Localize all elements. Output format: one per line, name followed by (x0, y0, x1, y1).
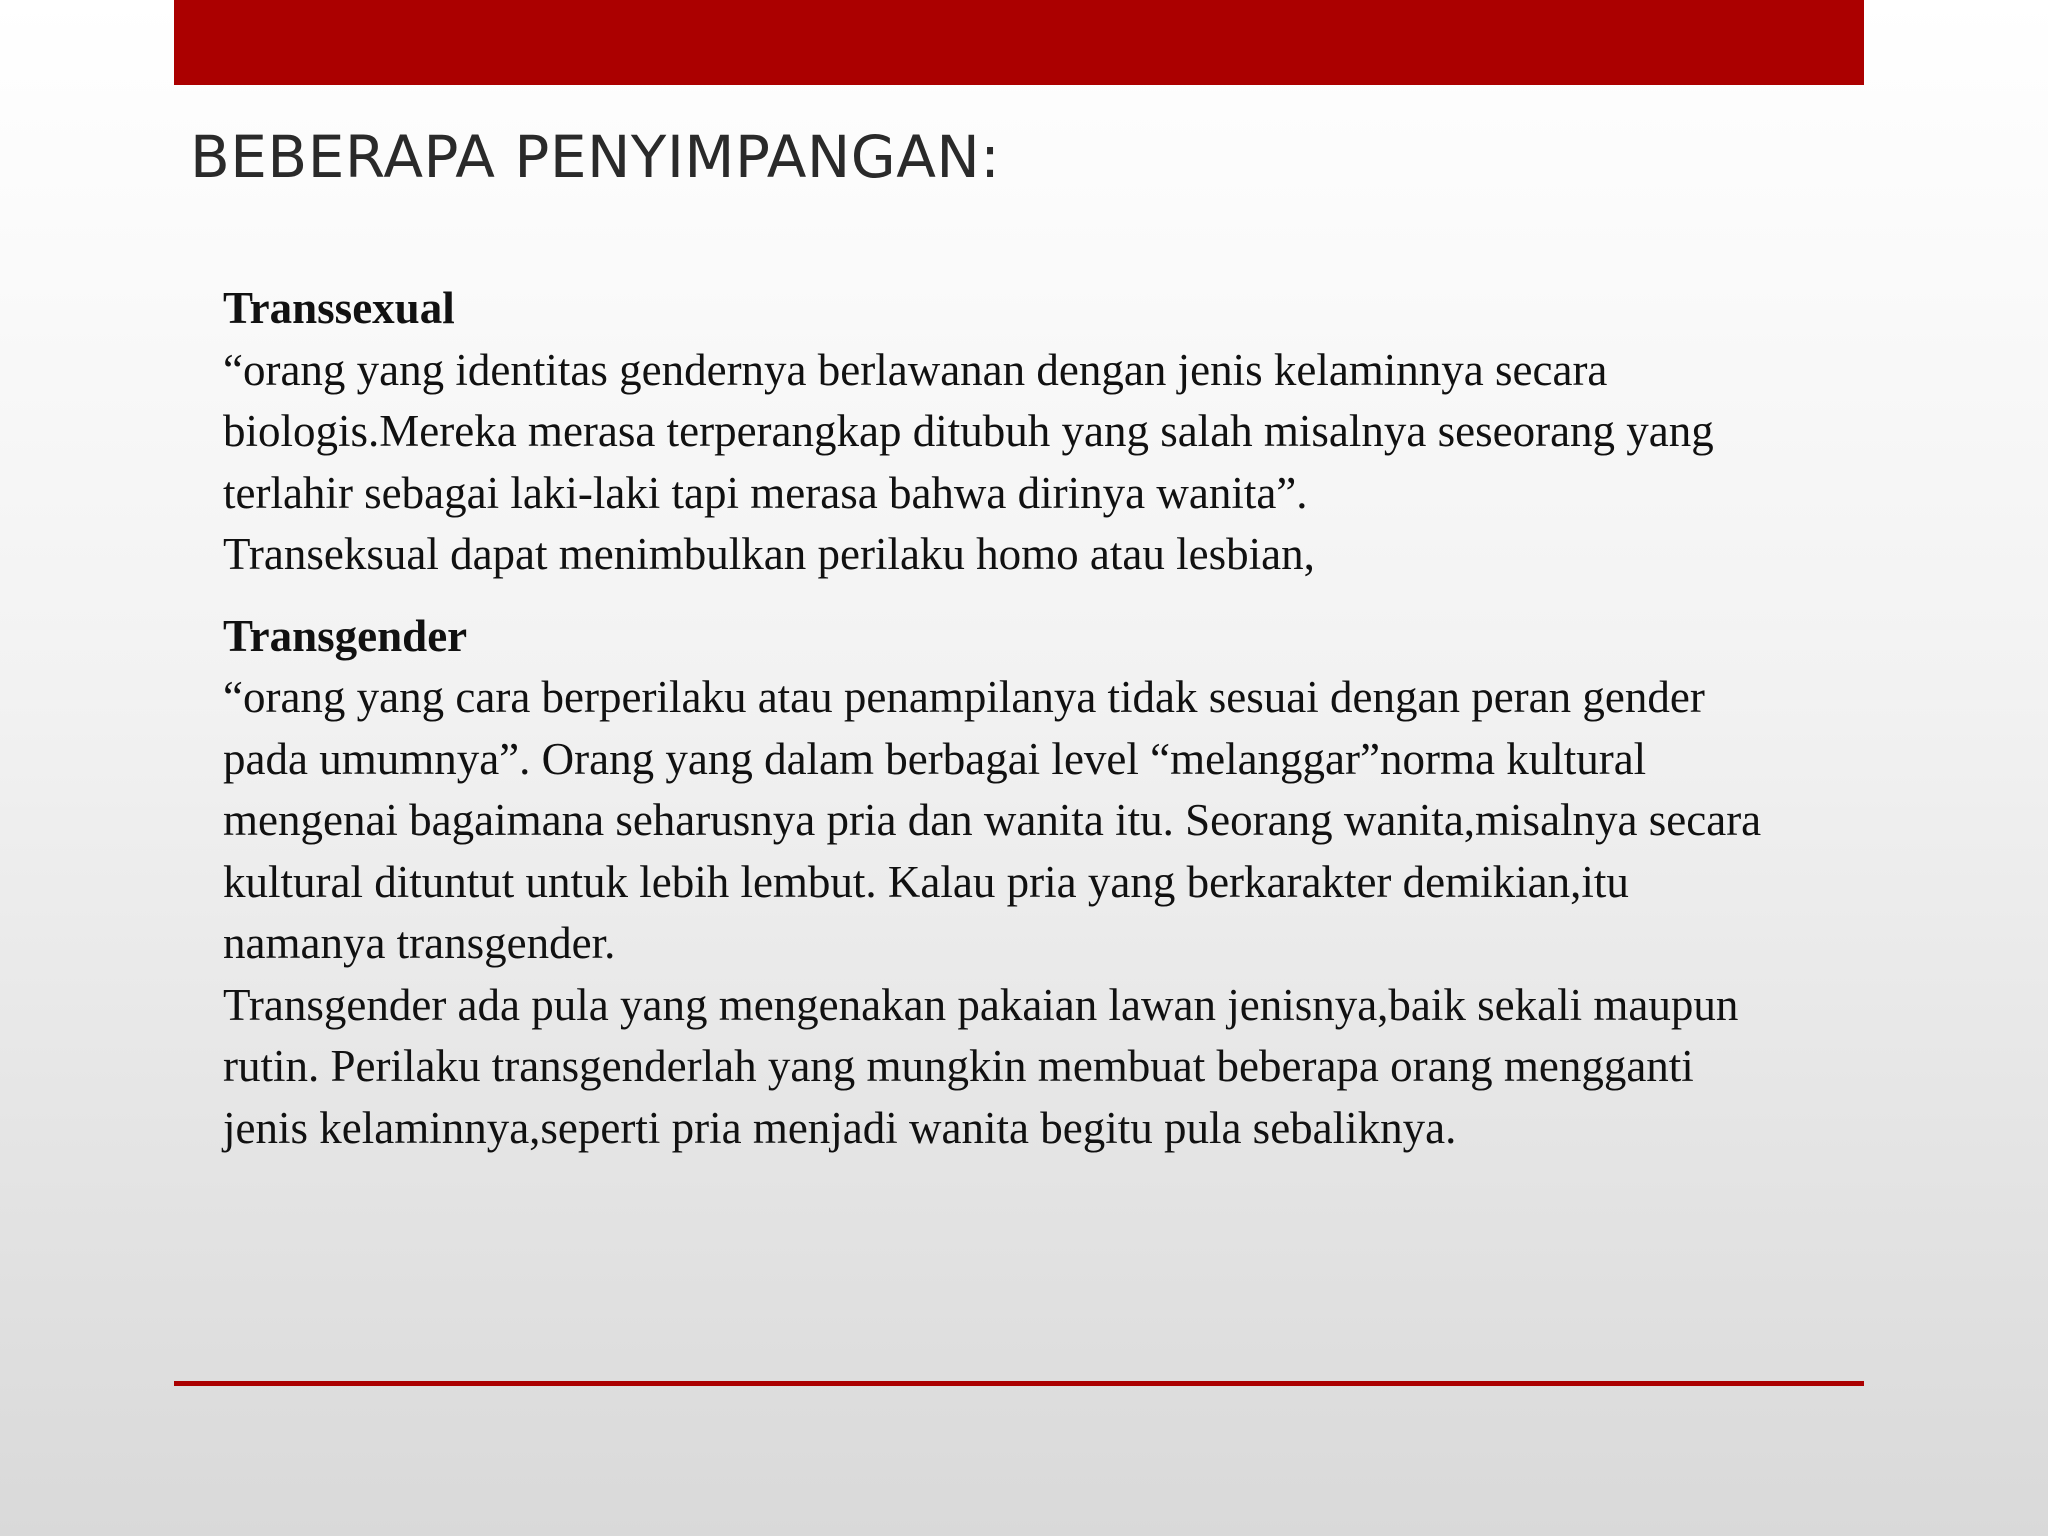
body-line: rutin. Perilaku transgenderlah yang mungkin membuat beberapa orang mengganti (223, 1041, 1694, 1091)
slide-title: BEBERAPA PENYIMPANGAN: (190, 123, 1001, 191)
section-heading: Transgender (223, 610, 468, 661)
body-line: “orang yang cara berperilaku atau penampilanya tidak sesuai dengan peran gender (223, 672, 1705, 722)
slide-body (223, 278, 2023, 1159)
body-line: mengenai bagaimana seharusnya pria dan wanita itu. Seorang wanita,misalnya secara (223, 795, 1762, 845)
section-heading: Transsexual (223, 283, 455, 333)
body-line: namanya transgender. (223, 918, 616, 968)
body-line: biologis.Mereka merasa terperangkap ditubuh yang salah misalnya seseorang yang (223, 406, 1714, 456)
body-line: Transeksual dapat menimbulkan perilaku homo atau lesbian, (223, 529, 1315, 579)
bottom-divider (174, 1381, 1864, 1386)
body-line: pada umumnya”. Orang yang dalam berbagai level “melanggar”norma kultural (223, 733, 1647, 784)
body-line: “orang yang identitas gendernya berlawanan dengan jenis kelaminnya secara (223, 344, 1608, 395)
section-transgender (223, 606, 2023, 1160)
body-line: jenis kelaminnya,seperti pria menjadi wanita begitu pula sebaliknya. (223, 1102, 1457, 1153)
body-line: terlahir sebagai laki-laki tapi merasa bahwa dirinya wanita”. (223, 467, 1308, 518)
body-line: Transgender ada pula yang mengenakan pakaian lawan jenisnya,baik sekali maupun (223, 979, 1739, 1030)
body-line: kultural dituntut untuk lebih lembut. Kalau pria yang berkarakter demikian,itu (223, 856, 1629, 907)
top-accent-bar (174, 0, 1864, 85)
section-transsexual (223, 278, 2023, 586)
